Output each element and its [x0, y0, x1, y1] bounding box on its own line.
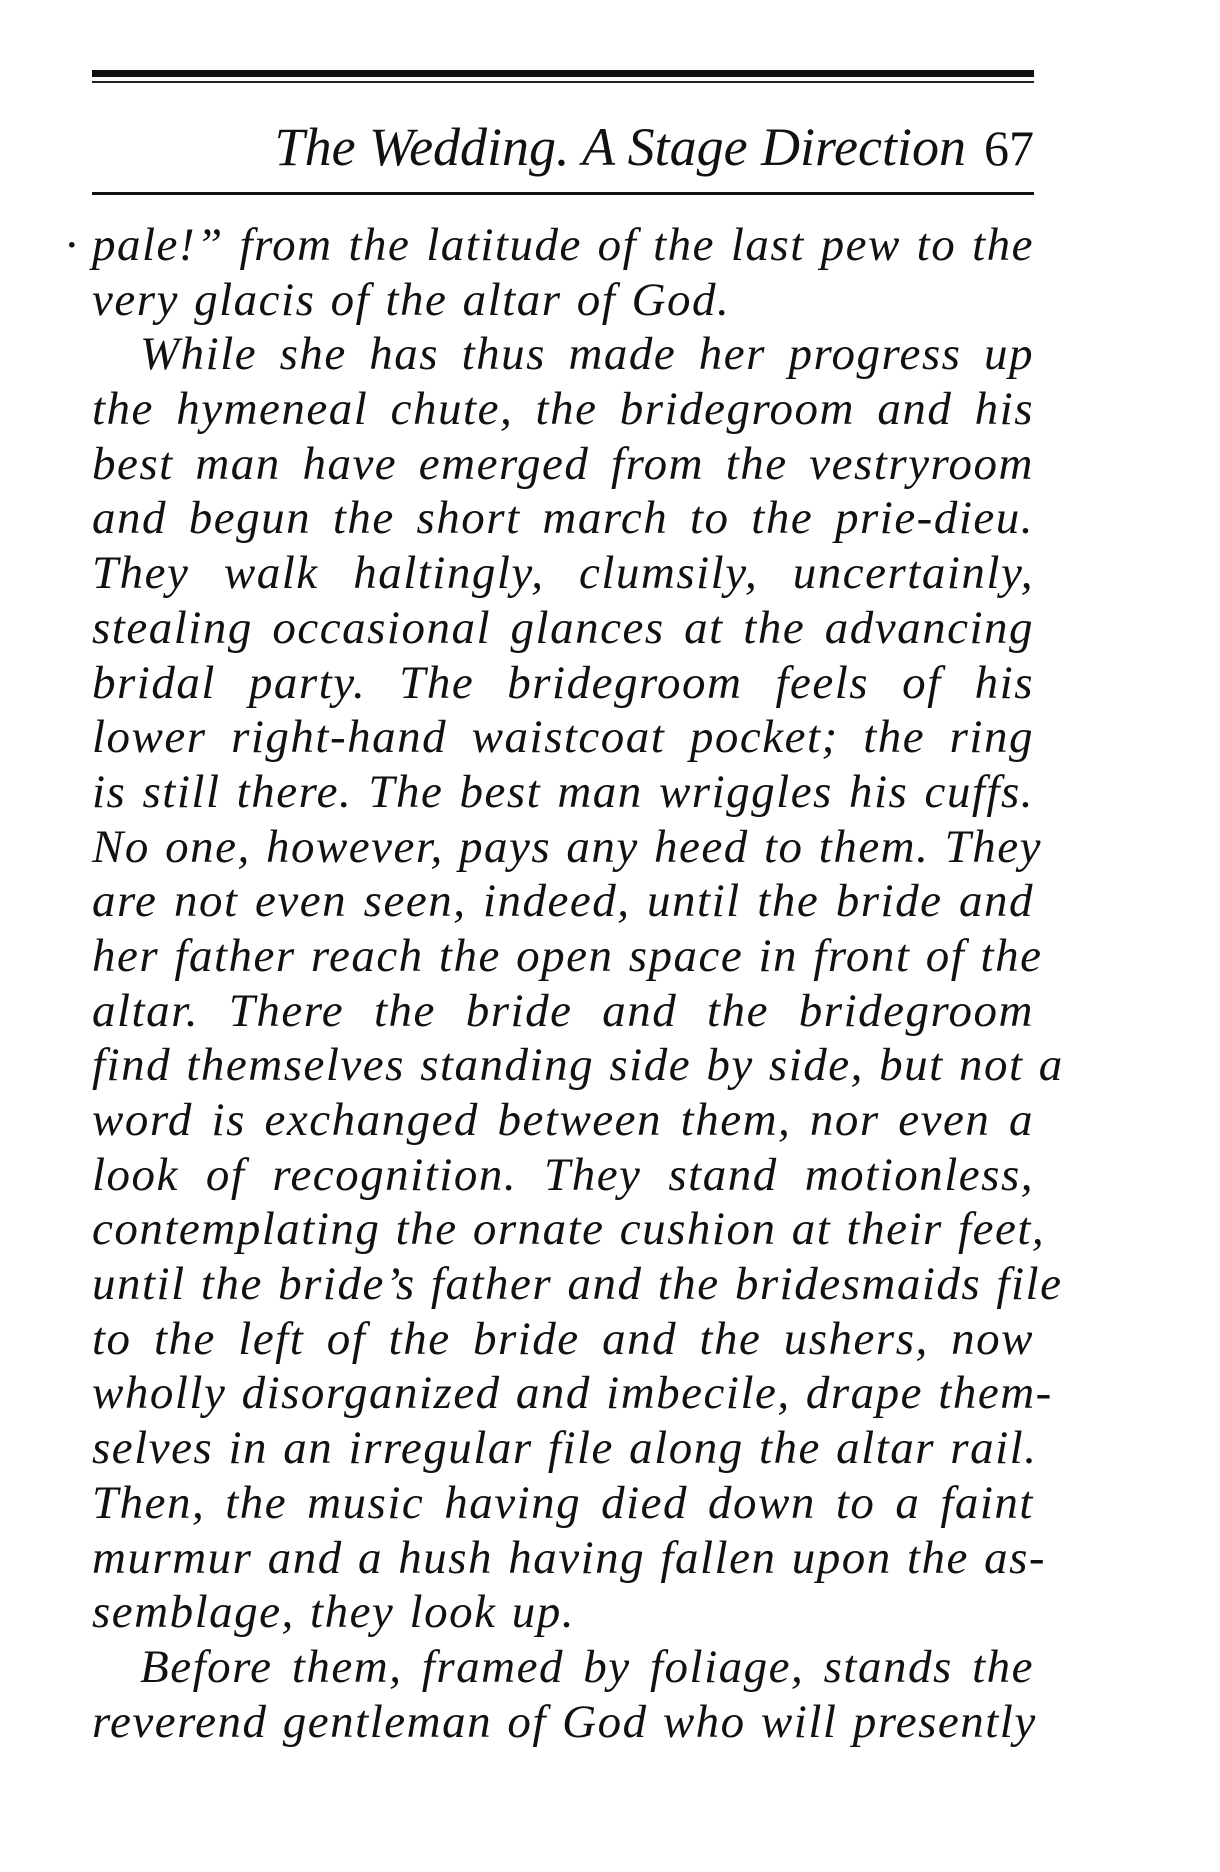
text-line: While she has thus made her progress up [140, 328, 1034, 381]
text-line: contemplating the ornate cushion at their feet, [92, 1203, 1046, 1256]
text-line: word is exchanged between them, nor even a [92, 1094, 1034, 1146]
text-line: Then, the music having died down to a faint [92, 1476, 1034, 1529]
top-rule-thick [92, 70, 1034, 77]
text-line: until the bride’s father and the bridesmaids file [92, 1258, 1063, 1311]
text-line: stealing occasional glances at the advancing [92, 601, 1034, 654]
text-line: her father reach the open space in front of the [92, 929, 1043, 982]
text-line: altar. There the bride and the bridegroom [92, 984, 1034, 1037]
text-line: to the left of the bride and the ushers, now [92, 1312, 1034, 1365]
text-line: lower right-hand waistcoat pocket; the ring [92, 711, 1034, 764]
text-line: wholly disorganized and imbecile, drape them- [92, 1367, 1053, 1420]
text-line: They walk haltingly, clumsily, uncertainly, [92, 547, 1034, 600]
text-line: the hymeneal chute, the bridegroom and his [92, 383, 1034, 436]
text-line: selves in an irregular file along the altar rail. [92, 1422, 1038, 1475]
page-number: 67 [984, 120, 1034, 176]
text-line: Before them, framed by foliage, stands the [140, 1640, 1034, 1693]
text-line: reverend gentleman of God who will presently [92, 1695, 1037, 1748]
text-line: are not even seen, indeed, until the bride and [92, 875, 1034, 928]
text-line: No one, however, pays any heed to them. They [92, 820, 1042, 873]
text-line: and begun the short march to the prie-dieu. [92, 492, 1034, 545]
text-line: · pale!” from the latitude of the last pew to the [92, 218, 1034, 273]
header-rule [92, 192, 1034, 195]
text-line: look of recognition. They stand motionless, [92, 1148, 1034, 1201]
text-line: find themselves standing side by side, but not a [92, 1039, 1064, 1092]
top-rule-thin [92, 81, 1034, 83]
text-line: best man have emerged from the vestryroom [92, 437, 1034, 490]
text-line: bridal party. The bridegroom feels of his [92, 656, 1034, 709]
text-line: murmur and a hush having fallen upon the as- [92, 1531, 1047, 1584]
text-line: very glacis of the altar of God. [92, 273, 731, 326]
running-head [92, 112, 1034, 182]
text-line: semblage, they look up. [92, 1586, 575, 1639]
text-line: is still there. The best man wriggles his cuffs. [92, 765, 1034, 818]
body-text [92, 218, 1064, 1749]
running-title: The Wedding. A Stage Direction [274, 117, 966, 177]
